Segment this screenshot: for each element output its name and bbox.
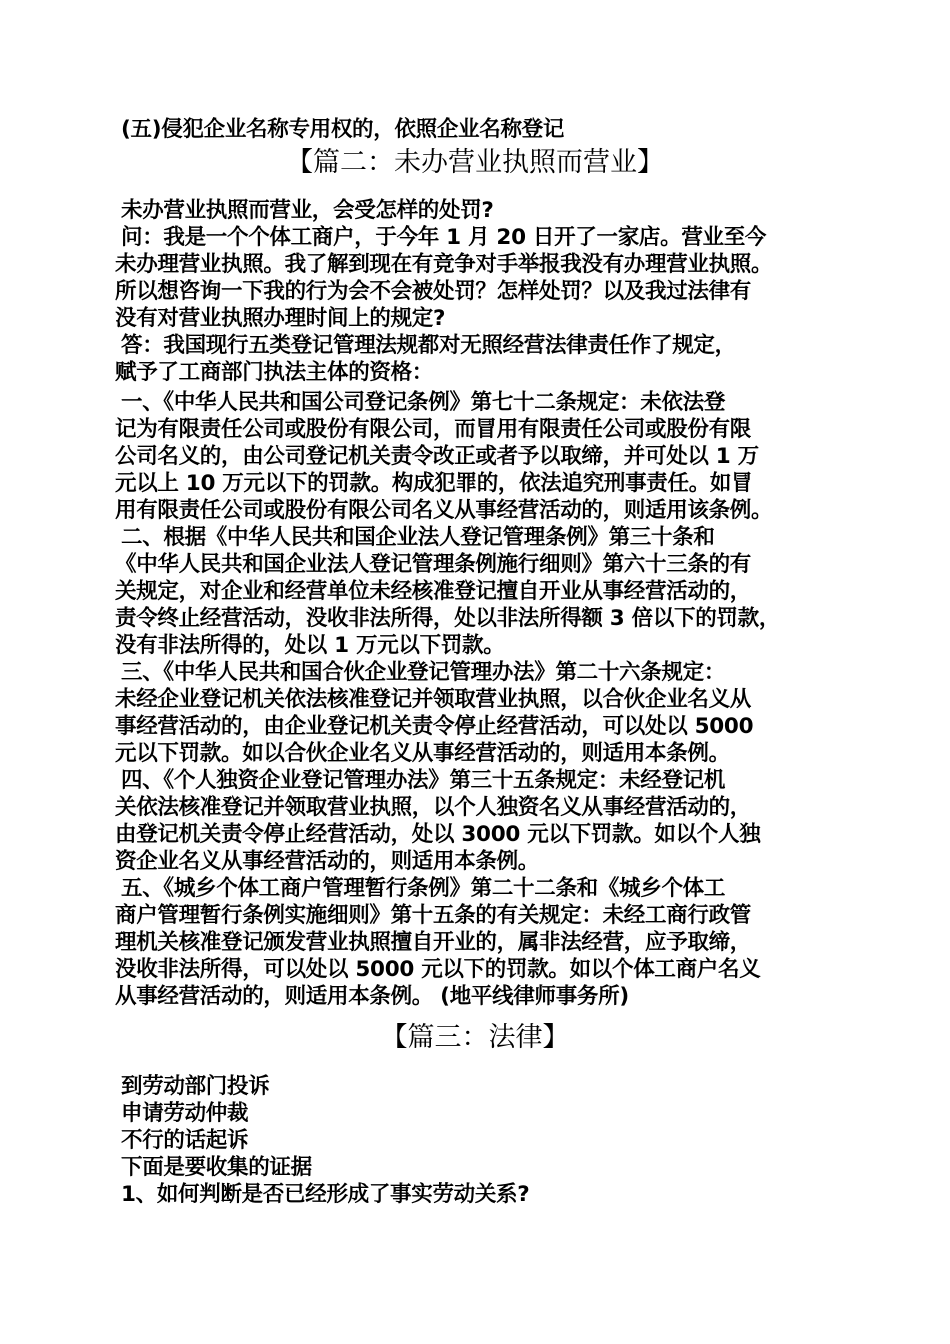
text-line: 未办营业执照而营业，会受怎样的处罚? [121,198,494,223]
text-line: 四、《个人独资企业登记管理办法》第三十五条规定：未经登记机 [121,768,726,793]
text-line: 下面是要收集的证据 [121,1155,312,1180]
text-line: 所以想咨询一下我的行为会不会被处罚？怎样处罚？以及我过法律有 [115,279,752,304]
section-heading-2: 【篇二：未办营业执照而营业】 [286,147,664,178]
text-line: 三、《中华人民共和国合伙企业登记管理办法》第二十六条规定： [121,660,726,685]
text-line: 申请劳动仲裁 [121,1101,249,1126]
text-line: 赋予了工商部门执法主体的资格： [115,360,434,385]
text-line: 关依法核准登记并领取营业执照，以个人独资名义从事经营活动的， [115,795,752,820]
text-line: 商户管理暂行条例实施细则》第十五条的有关规定：未经工商行政管 [115,903,752,928]
text-line: 一、《中华人民共和国公司登记条例》第七十二条规定：未依法登 [121,390,726,415]
text-line: 从事经营活动的，则适用本条例。 (地平线律师事务所) [115,984,629,1009]
text-line: 二、根据《中华人民共和国企业法人登记管理条例》第三十条和 [121,525,715,550]
text-line: 到劳动部门投诉 [121,1074,270,1099]
text-line: 没有对营业执照办理时间上的规定? [115,306,446,331]
text-line: 由登记机关责令停止经营活动，处以 3000 元以下罚款。如以个人独 [115,822,761,847]
text-line: 不行的话起诉 [121,1128,249,1153]
text-line: 公司名义的，由公司登记机关责令改正或者予以取缔，并可处以 1 万 [115,444,759,469]
text-line: 答：我国现行五类登记管理法规都对无照经营法律责任作了规定， [121,333,736,358]
text-line: 《中华人民共和国企业法人登记管理条例施行细则》第六十三条的有 [115,552,752,577]
text-line: 未经企业登记机关依法核准登记并领取营业执照，以合伙企业名义从 [115,687,752,712]
text-line: (五)侵犯企业名称专用权的，依照企业名称登记 [121,117,565,142]
text-line: 记为有限责任公司或股份有限公司，而冒用有限责任公司或股份有限 [115,417,752,442]
text-line: 事经营活动的，由企业登记机关责令停止经营活动，可以处以 5000 [115,714,754,739]
text-line: 理机关核准登记颁发营业执照擅自开业的，属非法经营，应予取缔， [115,930,752,955]
text-line: 元以上 10 万元以下的罚款。构成犯罪的，依法追究刑事责任。如冒 [115,471,753,496]
text-line: 责令终止经营活动，没收非法所得，处以非法所得额 3 倍以下的罚款， [115,606,781,631]
text-line: 未办理营业执照。我了解到现在有竞争对手举报我没有办理营业执照。 [115,252,773,277]
section-heading-3: 【篇三：法律】 [380,1022,570,1053]
text-line: 五、《城乡个体工商户管理暂行条例》第二十二条和《城乡个体工 [121,876,726,901]
text-line: 资企业名义从事经营活动的，则适用本条例。 [115,849,540,874]
text-line: 元以下罚款。如以合伙企业名义从事经营活动的，则适用本条例。 [115,741,730,766]
text-line: 关规定，对企业和经营单位未经核准登记擅自开业从事经营活动的， [115,579,752,604]
text-line: 问：我是一个个体工商户，于今年 1 月 20 日开了一家店。营业至今 [121,225,767,250]
text-line: 1、如何判断是否已经形成了事实劳动关系? [121,1182,530,1207]
text-line: 没有非法所得的，处以 1 万元以下罚款。 [115,633,505,658]
text-line: 用有限责任公司或股份有限公司名义从事经营活动的，则适用该条例。 [115,498,773,523]
text-line: 没收非法所得，可以处以 5000 元以下的罚款。如以个体工商户名义 [115,957,761,982]
